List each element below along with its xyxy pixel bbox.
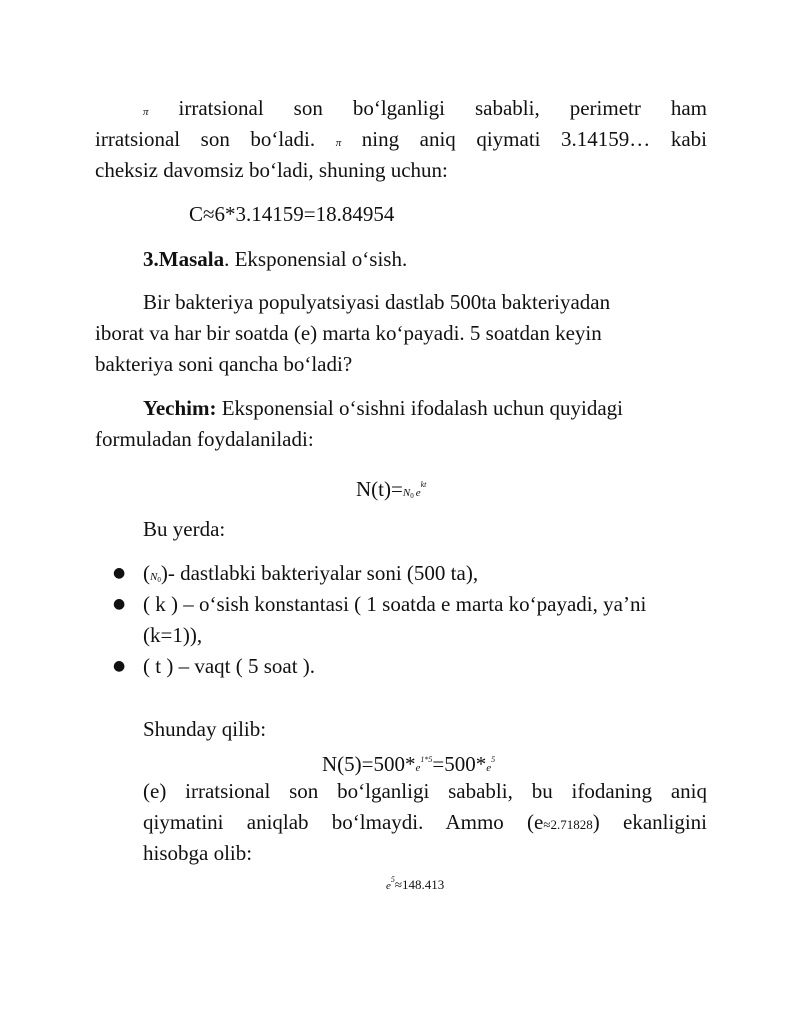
paragraph-e bbox=[143, 776, 707, 869]
thus-label: Shunday qilib: bbox=[143, 717, 267, 741]
paragraph-line: Bir bakteriya populyatsiyasi dastlab 500ta bakteriyadan bbox=[143, 290, 611, 314]
problem-text bbox=[95, 287, 707, 380]
bullet-icon: ● bbox=[113, 596, 126, 612]
paragraph-line: irratsional son bo‘ladi. π ning aniq qiymati 3.14159… kabi bbox=[95, 127, 707, 151]
paragraph-line: Yechim: Eksponensial o‘sishni ifodalash uchun quyidagi bbox=[143, 396, 624, 420]
list-item: ● ( t ) – vaqt ( 5 soat ). bbox=[113, 651, 708, 682]
solution-label: Yechim: bbox=[143, 396, 217, 420]
list-item: ● ( k ) – o‘sish konstantasi ( 1 soatda e marta ko‘payadi, ya’ni (k=1)), bbox=[113, 589, 708, 651]
pi-symbol: π bbox=[143, 106, 149, 118]
where-label: Bu yerda: bbox=[143, 517, 226, 541]
problem-number: 3.Masala bbox=[143, 247, 225, 271]
paragraph-line: formuladan foydalaniladi: bbox=[95, 427, 314, 451]
paragraph-line: (e) irratsional son bo‘lganligi sababli, bu ifodaning aniq bbox=[143, 779, 707, 803]
problem-heading bbox=[143, 244, 407, 275]
solution-paragraph bbox=[95, 393, 707, 455]
paragraph-line: π irratsional son bo‘lganligi sababli, perimetr ham bbox=[143, 96, 707, 120]
problem-title: . Eksponensial o‘sish. bbox=[224, 247, 408, 271]
paragraph-line: iborat va har bir soatda (e) marta ko‘payadi. 5 soatdan keyin bbox=[95, 321, 602, 345]
formula-exponential: N(t)=N0 $e^{kt}$ bbox=[356, 477, 427, 501]
bullet-icon: ● bbox=[113, 658, 126, 674]
pi-symbol: π bbox=[335, 137, 342, 149]
bullet-icon: ● bbox=[113, 565, 126, 581]
paragraph-line: cheksiz davomsiz bo‘ladi, shuning uchun: bbox=[95, 158, 448, 182]
paragraph-line: bakteriya soni qancha bo‘ladi? bbox=[95, 352, 353, 376]
list-item: ● (N0)- dastlabki bakteriyalar soni (500 ta), bbox=[113, 558, 708, 589]
paragraph-line: qiymatini aniqlab bo‘lmaydi. Ammo (e≈2.71828) ekanligini bbox=[143, 810, 707, 834]
formula-circumference: C≈6*3.14159=18.84954 bbox=[189, 202, 395, 226]
formula-final: $e^5\approx 148.413$ bbox=[386, 875, 445, 892]
paragraph-line: hisobga olib: bbox=[143, 841, 253, 865]
formula-n5: $N(5)=500*e^{1*5}=500*e^5$ bbox=[322, 752, 496, 776]
paragraph-pi bbox=[95, 93, 707, 186]
